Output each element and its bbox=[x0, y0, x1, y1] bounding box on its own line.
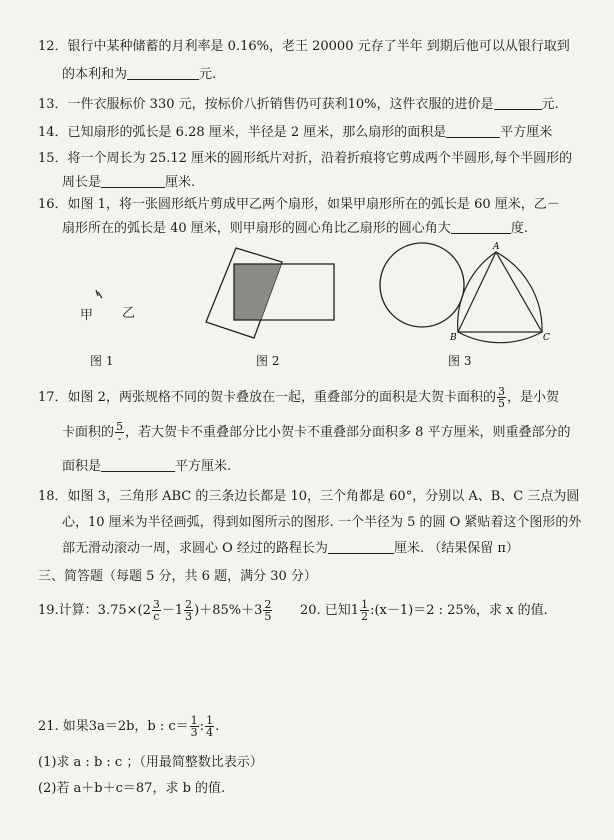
q21-fraction-1 bbox=[190, 715, 199, 738]
figure-3 bbox=[376, 238, 552, 348]
q16-text-b: 度. bbox=[510, 221, 528, 236]
caption-fig3: 图 3 bbox=[448, 354, 472, 368]
fig3-label-b: B bbox=[450, 333, 457, 343]
q14-line bbox=[38, 124, 552, 142]
q12-line1: 12．银行中某种储蓄的月利率是 0.16%，老王 20000 元存了半年 到期后他可以从银行取到 bbox=[38, 39, 570, 54]
q16-line1: 16．如图 1，将一张圆形纸片剪成甲乙两个扇形，如果甲扇形所在的弧长是 60 厘米，乙－ bbox=[38, 197, 560, 212]
frac-den: 3 bbox=[185, 610, 193, 623]
q17-text-2a: 卡面积的 bbox=[62, 425, 115, 440]
q21-fraction-2 bbox=[205, 715, 214, 738]
q21-end: . bbox=[215, 719, 220, 734]
q17-text-3a: 面积是 bbox=[62, 459, 102, 474]
frac-num: 1 bbox=[190, 714, 198, 727]
q14-text-b: 平方厘米 bbox=[500, 125, 553, 140]
q20-expression bbox=[300, 596, 548, 626]
frac-num: 3 bbox=[152, 598, 160, 611]
q15-text-a: 周长是 bbox=[62, 175, 102, 190]
frac-den: 5 bbox=[497, 397, 505, 410]
q18-line2: 心，10 厘米为半径画弧，得到如图所示的图形. 一个半径为 5 的圆 O 紧贴着这个图形的外 bbox=[62, 515, 582, 530]
q21-ratio-colon: : bbox=[199, 719, 205, 734]
q17-line3 bbox=[62, 458, 231, 476]
q18-answer-blank[interactable] bbox=[328, 553, 394, 554]
q12-text-a: 的本利和为 bbox=[62, 67, 128, 82]
q15-line2 bbox=[62, 174, 195, 192]
q18-line1: 18．如图 3，三角形 ABC 的三条边长都是 10，三个角都是 60°，分别以 A、B、C 三点为圆 bbox=[38, 489, 580, 504]
circle-o bbox=[380, 243, 464, 327]
fig1-label-yi: 乙 bbox=[122, 306, 136, 321]
q21-text-a: 21. 如果3a＝2b，b : c＝ bbox=[38, 719, 189, 734]
q19-fraction-2 bbox=[184, 599, 193, 622]
frac-den: 3 bbox=[190, 726, 198, 739]
q21-part2: (2)若 a＋b＋c＝87，求 b 的值. bbox=[38, 781, 226, 796]
frac-num: 1 bbox=[361, 598, 369, 611]
fig3-label-c: C bbox=[543, 333, 550, 343]
caption-fig1: 图 1 bbox=[90, 354, 114, 368]
fig1-mark-a bbox=[98, 292, 102, 298]
q12-answer-blank[interactable] bbox=[127, 79, 199, 80]
arc-bottom bbox=[458, 332, 542, 343]
q15-text-b: 厘米. bbox=[165, 175, 196, 190]
q19-fraction-3 bbox=[263, 599, 272, 622]
frac-den: 5 bbox=[264, 610, 272, 623]
frac-num: 2 bbox=[185, 598, 193, 611]
q13-answer-blank[interactable] bbox=[494, 109, 542, 110]
q19-fraction-1 bbox=[152, 599, 161, 622]
q15-line1: 15．将一个周长为 25.12 厘米的圆形纸片对折，沿着折痕将它剪成两个半圆形,每个半圆形的 bbox=[38, 151, 573, 166]
figure-2 bbox=[196, 240, 341, 340]
q21-part1: (1)求 a : b : c ；（用最简整数比表示） bbox=[38, 755, 263, 770]
q17-line2 bbox=[62, 420, 571, 446]
frac-num: 1 bbox=[206, 714, 214, 727]
frac-num: 5 bbox=[116, 420, 124, 433]
figure-1 bbox=[60, 278, 170, 338]
q18-line3 bbox=[62, 540, 519, 558]
q19-expression bbox=[38, 596, 273, 626]
q13-text-b: 元. bbox=[541, 97, 559, 112]
q21-statement bbox=[38, 712, 219, 742]
q20-fraction bbox=[360, 599, 369, 622]
q19-text-b: －1 bbox=[161, 603, 184, 618]
frac-den: 2 bbox=[361, 610, 369, 623]
q13-text-a: 13．一件衣服标价 330 元，按标价八折销售仍可获利10%，这件衣服的进价是 bbox=[38, 97, 494, 112]
fig1-mark-b bbox=[96, 290, 98, 296]
q20-text-b: :(x－1)＝2 : 25%，求 x 的值. bbox=[370, 603, 548, 618]
q17-line1 bbox=[38, 385, 559, 411]
q14-text-a: 14．已知扇形的弧长是 6.28 厘米，半径是 2 厘米，那么扇形的面积是 bbox=[38, 125, 447, 140]
q18-text-b: 厘米. （结果保留 π） bbox=[393, 541, 519, 556]
q17-answer-blank[interactable] bbox=[101, 471, 175, 472]
q20-text-a: 20. 已知1 bbox=[300, 603, 360, 618]
frac-den: - bbox=[117, 432, 122, 445]
q19-text-a: 19.计算：3.75×(2 bbox=[38, 603, 151, 618]
q12-line2 bbox=[62, 66, 216, 84]
q15-answer-blank[interactable] bbox=[101, 187, 165, 188]
q17-text-1b: ，是小贺 bbox=[506, 390, 559, 405]
frac-den: c bbox=[153, 610, 160, 623]
q17-fraction-5 bbox=[115, 421, 124, 444]
triangle-abc bbox=[458, 252, 542, 332]
q12-text-b: 元. bbox=[199, 67, 217, 82]
frac-num: 2 bbox=[264, 598, 272, 611]
q16-answer-blank[interactable] bbox=[451, 233, 511, 234]
q17-text-3b: 平方厘米. bbox=[175, 459, 232, 474]
q16-line2 bbox=[62, 220, 528, 238]
q17-fraction-3-5 bbox=[497, 386, 506, 409]
q19-text-c: )＋85%＋3 bbox=[194, 603, 263, 618]
frac-num: 3 bbox=[497, 385, 505, 398]
fig1-label-jia: 甲 bbox=[80, 308, 94, 323]
q16-text-a: 扇形所在的弧长是 40 厘米，则甲扇形的圆心角比乙扇形的圆心角大 bbox=[62, 221, 451, 236]
section-3-heading: 三、简答题（每题 5 分，共 6 题，满分 30 分） bbox=[38, 569, 317, 584]
q17-text-2b: ，若大贺卡不重叠部分比小贺卡不重叠部分面积多 8 平方厘米，则重叠部分的 bbox=[125, 425, 571, 440]
fig3-label-a: A bbox=[493, 242, 500, 252]
q14-answer-blank[interactable] bbox=[446, 137, 500, 138]
frac-den: 4 bbox=[206, 726, 214, 739]
caption-fig2: 图 2 bbox=[256, 354, 280, 368]
q13-line bbox=[38, 96, 559, 114]
q17-text-1a: 17．如图 2，两张规格不同的贺卡叠放在一起，重叠部分的面积是大贺卡面积的 bbox=[38, 390, 496, 405]
q18-text-a: 部无滑动滚动一周，求圆心 O 经过的路程长为 bbox=[62, 541, 328, 556]
